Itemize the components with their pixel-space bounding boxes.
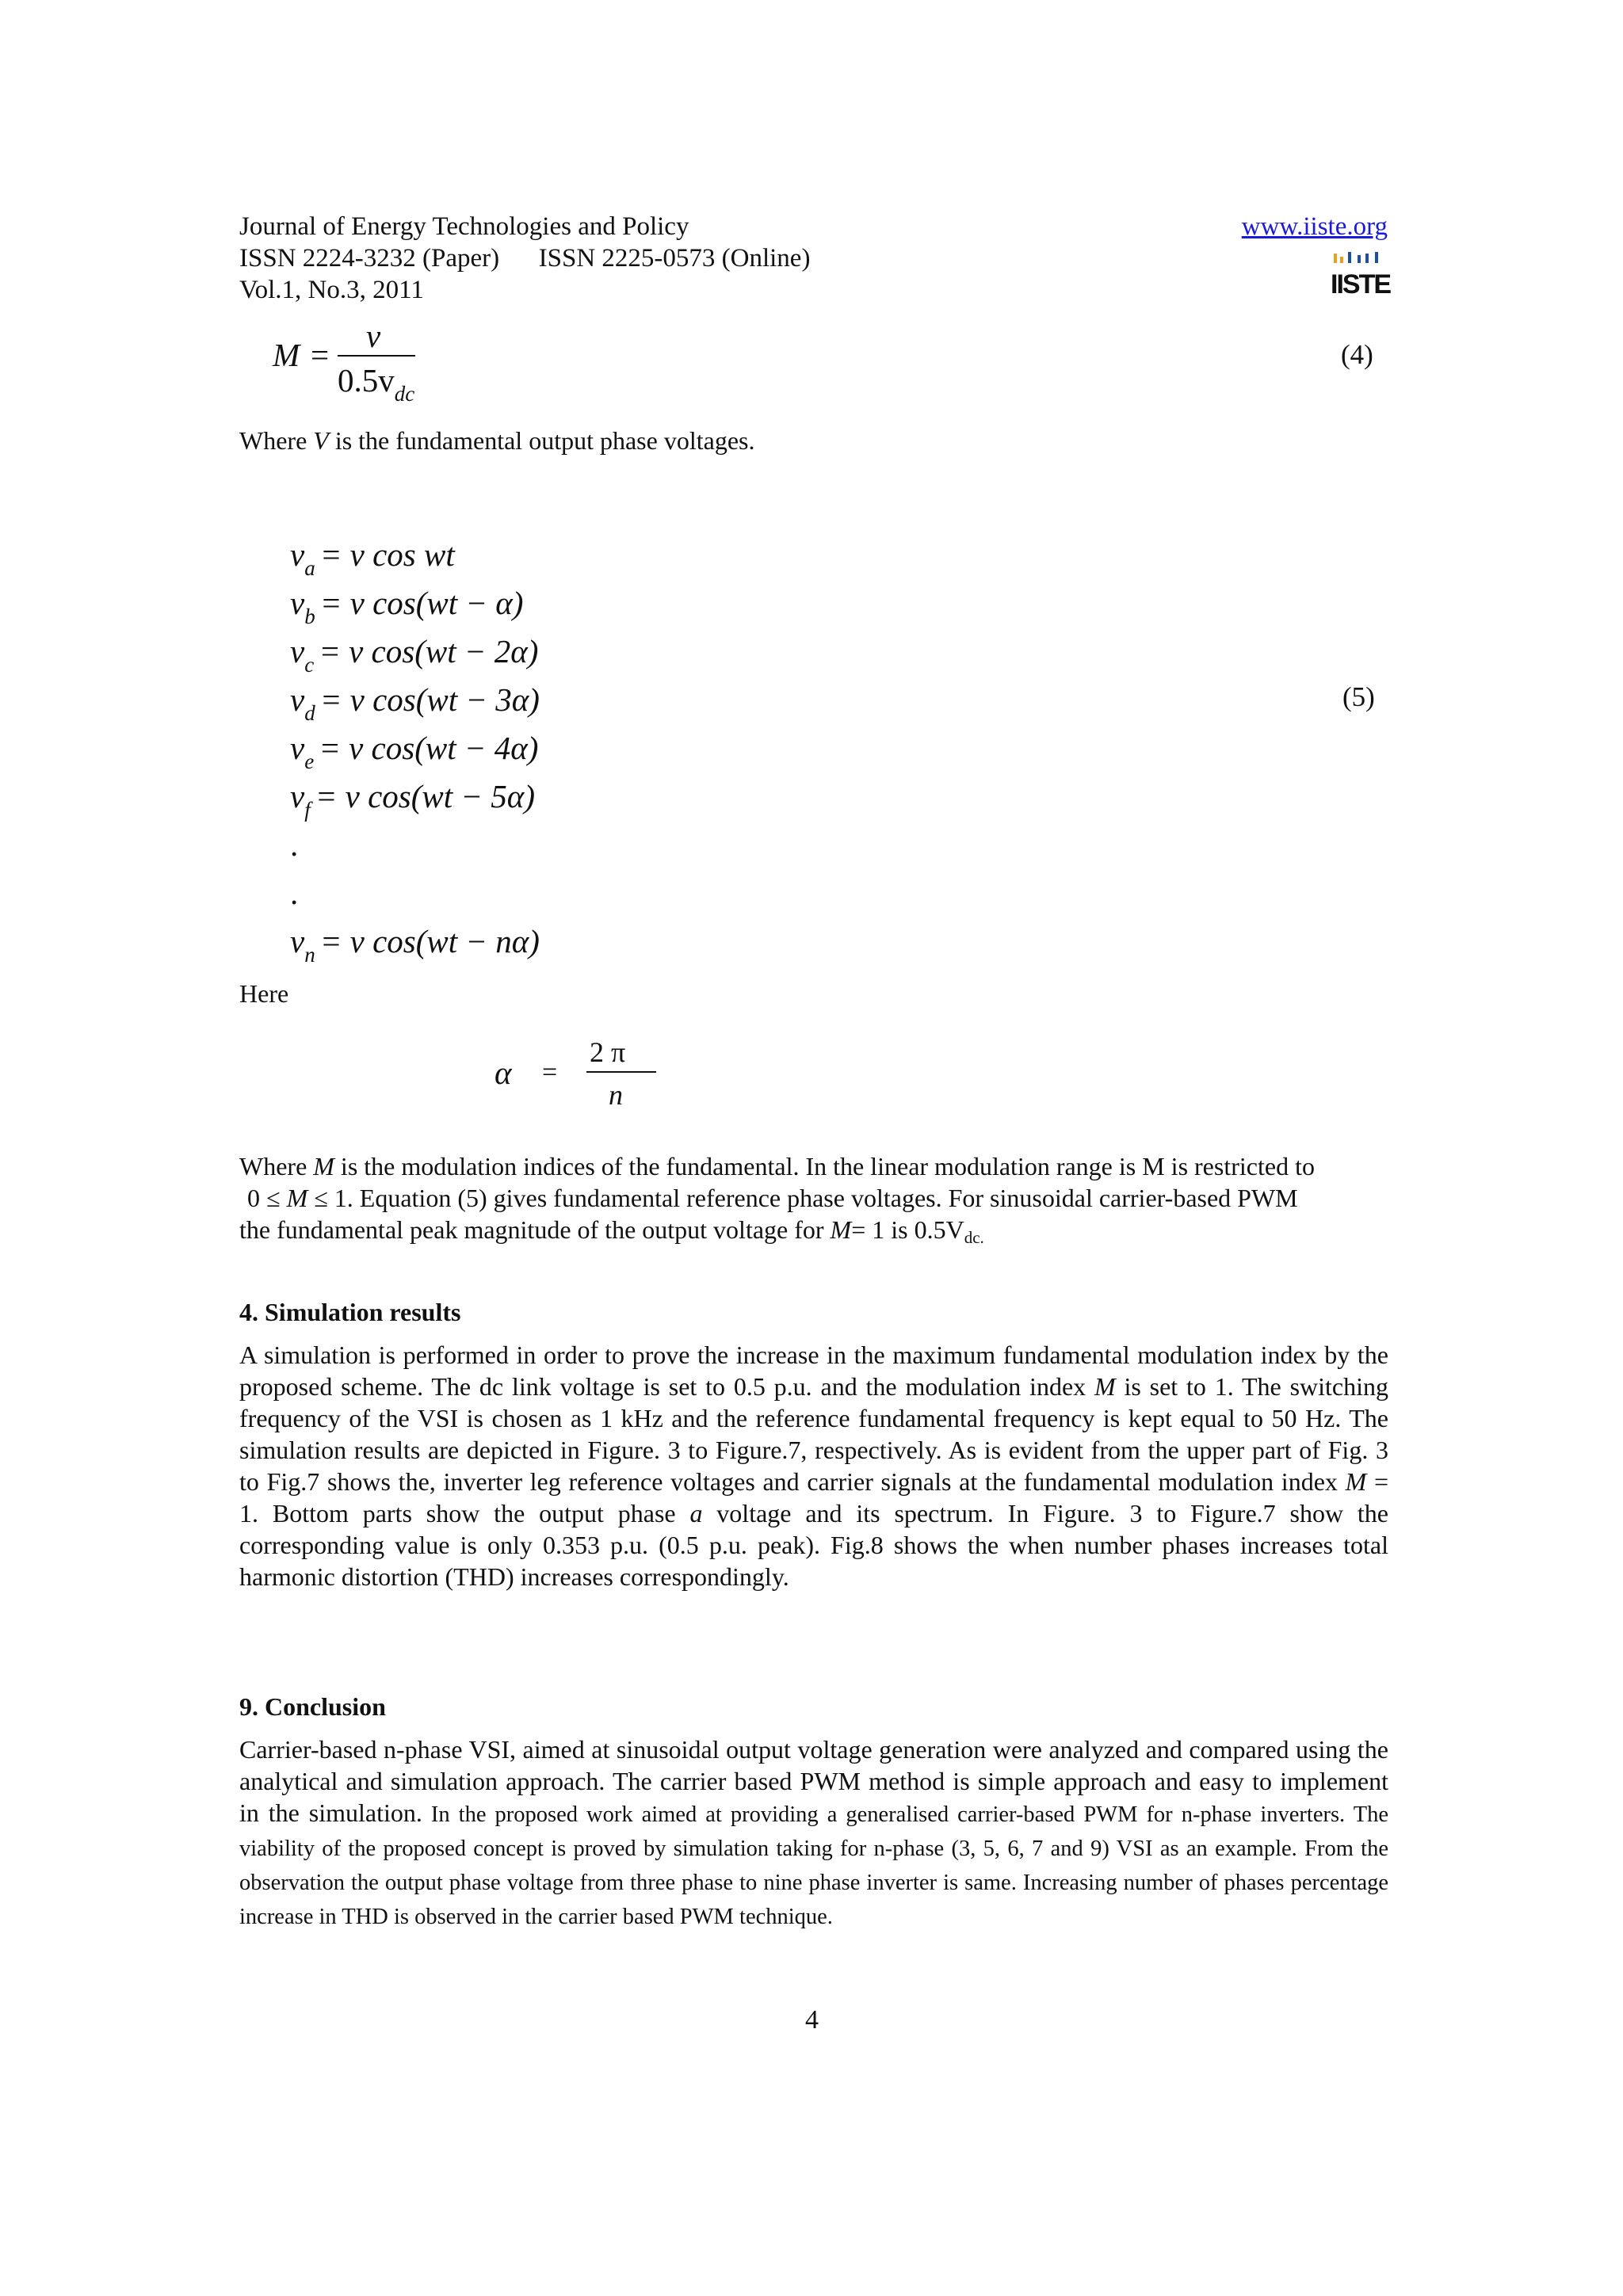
para-m-3-var: M: [830, 1215, 852, 1244]
para-m-line-2: [239, 1182, 1388, 1214]
eq5-var: v: [290, 633, 305, 669]
eq5-dot-1: .: [290, 826, 299, 863]
alpha-denominator: n: [609, 1079, 623, 1111]
section4-text-d: voltage and its spectrum. In Figure. 3 to Figure.7 show the corresponding value is only 0.353 p.u. (0.5 p.u. peak). Fig.8 shows the when number phases increases total harmonic distortion (THD) increases correspondingly.: [239, 1499, 1389, 1591]
eq5-var: v: [290, 923, 305, 959]
volume-line: Vol.1, No.3, 2011: [239, 276, 424, 304]
eq5-var: v: [290, 730, 305, 766]
para-m-pre: Where: [239, 1152, 314, 1180]
eq5-sub: e: [304, 749, 315, 773]
para-m-post: is the modulation indices of the fundamental. In the linear modulation range is M is restricted to: [334, 1152, 1315, 1180]
eq5-rhs: = v cos(wt − 5α): [315, 778, 535, 814]
para-m-line-2-post: . Equation (5) gives fundamental reference phase voltages. For sinusoidal carrier-based PWM: [346, 1184, 1298, 1212]
para-m-3-sub: dc.: [964, 1228, 984, 1247]
section4-a: a: [689, 1499, 703, 1527]
eq5-rhs: = v cos wt: [319, 536, 455, 573]
eq5-row-n: [290, 922, 540, 967]
para-m-3-mid: = 1 is 0.5V: [851, 1215, 964, 1244]
section9-body: [239, 1733, 1388, 1933]
logo-text: IISTE: [1331, 269, 1391, 299]
eq5-row-f: [290, 777, 535, 822]
logo-bar-5: [1365, 254, 1369, 263]
eq4-number: (4): [1341, 339, 1373, 370]
eq5-var: v: [290, 585, 305, 621]
section9-heading: 9. Conclusion: [239, 1692, 386, 1721]
where-v-line: [239, 425, 754, 456]
logo-bar-4: [1358, 255, 1361, 263]
section4-text-a: A simulation is performed in order to prove the increase in the maximum fundamental modulation index by the proposed scheme. The dc link voltage is set to 0.5 p.u. and the modulation index: [239, 1341, 1388, 1401]
section4-heading: 4. Simulation results: [239, 1298, 461, 1326]
eq4-fraction-bar: [338, 355, 415, 357]
eq5-sub: b: [304, 605, 315, 628]
eq5-rhs: = v cos(wt − 3α): [319, 681, 540, 718]
section4-text-c: = 1. Bottom parts show the output phase: [239, 1467, 1389, 1527]
alpha-lhs: α: [495, 1055, 512, 1091]
logo-bar-2: [1340, 257, 1343, 263]
eq5-var: v: [290, 536, 305, 573]
section9-text-large: Carrier-based n-phase VSI, aimed at sinusoidal output voltage generation were analyzed and compared using the analytical and simulation approach. The carrier based PWM method is simple approach and easy to implement in the simulation.: [239, 1735, 1388, 1827]
website-link[interactable]: www.iiste.org: [1241, 212, 1388, 241]
para-m-line-1: [239, 1150, 1388, 1182]
para-m-3-pre: the fundamental peak magnitude of the output voltage for: [239, 1215, 831, 1244]
eq5-rhs: = v cos(wt − 4α): [319, 730, 539, 766]
journal-title: Journal of Energy Technologies and Policy: [239, 212, 689, 241]
ineq-m: M: [286, 1184, 308, 1212]
alpha-equals: =: [542, 1058, 558, 1087]
section9-text-small: In the proposed work aimed at providing a generalised carrier-based PWM for n-phase inverters. The viability of the proposed concept is proved by simulation taking for n-phase (3, 5, 6, 7 and 9) VSI as an example. From the observation the output phase voltage from three phase to nine phase inverter is same. Increasing number of phases percentage increase in THD is observed in the carrier based PWM technique.: [239, 1802, 1388, 1929]
iiste-logo: [1331, 252, 1391, 306]
alpha-numerator: 2 π: [590, 1036, 626, 1068]
eq5-rhs: = v cos(wt − nα): [319, 923, 540, 959]
eq5-sub: a: [304, 556, 315, 580]
eq4-equals: =: [311, 337, 330, 373]
eq5-sub: d: [304, 701, 315, 725]
page-number: 4: [805, 2005, 819, 2035]
eq5-row-a: [290, 536, 455, 578]
section4-m1: M: [1094, 1372, 1116, 1401]
logo-bar-1: [1334, 254, 1337, 263]
eq4-lhs: M: [273, 337, 300, 373]
here-label: Here: [239, 979, 289, 1008]
issn-line: ISSN 2224-3232 (Paper) ISSN 2225-0573 (Online): [239, 244, 811, 273]
eq4-denominator: [338, 361, 415, 406]
eq5-sub: f: [304, 798, 311, 822]
alpha-fraction-bar: [586, 1071, 656, 1073]
para-m-var: M: [313, 1152, 334, 1180]
eq4-denominator-sub: dc: [394, 382, 415, 406]
eq5-rhs: = v cos(wt − 2α): [319, 633, 539, 669]
eq5-sub: n: [304, 943, 315, 967]
eq5-rhs: = v cos(wt − α): [319, 585, 524, 621]
eq5-row-b: [290, 584, 523, 626]
eq4-denominator-coef: 0.5v: [338, 362, 395, 399]
ineq-b: ≤ 1: [307, 1184, 347, 1212]
eq5-var: v: [290, 778, 305, 814]
ineq-a: 0 ≤: [247, 1184, 287, 1212]
eq5-row-c: [290, 632, 539, 677]
section4-body: [239, 1339, 1388, 1592]
section4-text-b: is set to 1. The switching frequency of the VSI is chosen as 1 kHz and the reference fundamental frequency is kept equal to 50 Hz. The simulation results are depicted in Figure. 3 to Figure.7, respectively. As is evident from the upper part of Fig. 3 to Fig.7 shows the, inverter leg reference voltages and carrier signals at the fundamental modulation index: [239, 1372, 1389, 1496]
logo-bar-3: [1348, 252, 1351, 263]
eq5-number: (5): [1342, 681, 1375, 712]
logo-bar-6: [1375, 252, 1378, 263]
eq5-row-d: [290, 681, 540, 723]
where-v-post: is the fundamental output phase voltages.: [328, 426, 755, 455]
where-v-pre: Where: [239, 426, 314, 455]
eq5-var: v: [290, 681, 305, 718]
section4-m2: M: [1345, 1467, 1367, 1496]
where-v-var: V: [313, 426, 329, 455]
eq4-numerator: v: [366, 318, 381, 354]
eq5-row-e: [290, 729, 538, 771]
eq5-dot-2: .: [290, 875, 299, 911]
para-m-line-3: [239, 1214, 984, 1249]
eq5-sub: c: [304, 653, 315, 677]
